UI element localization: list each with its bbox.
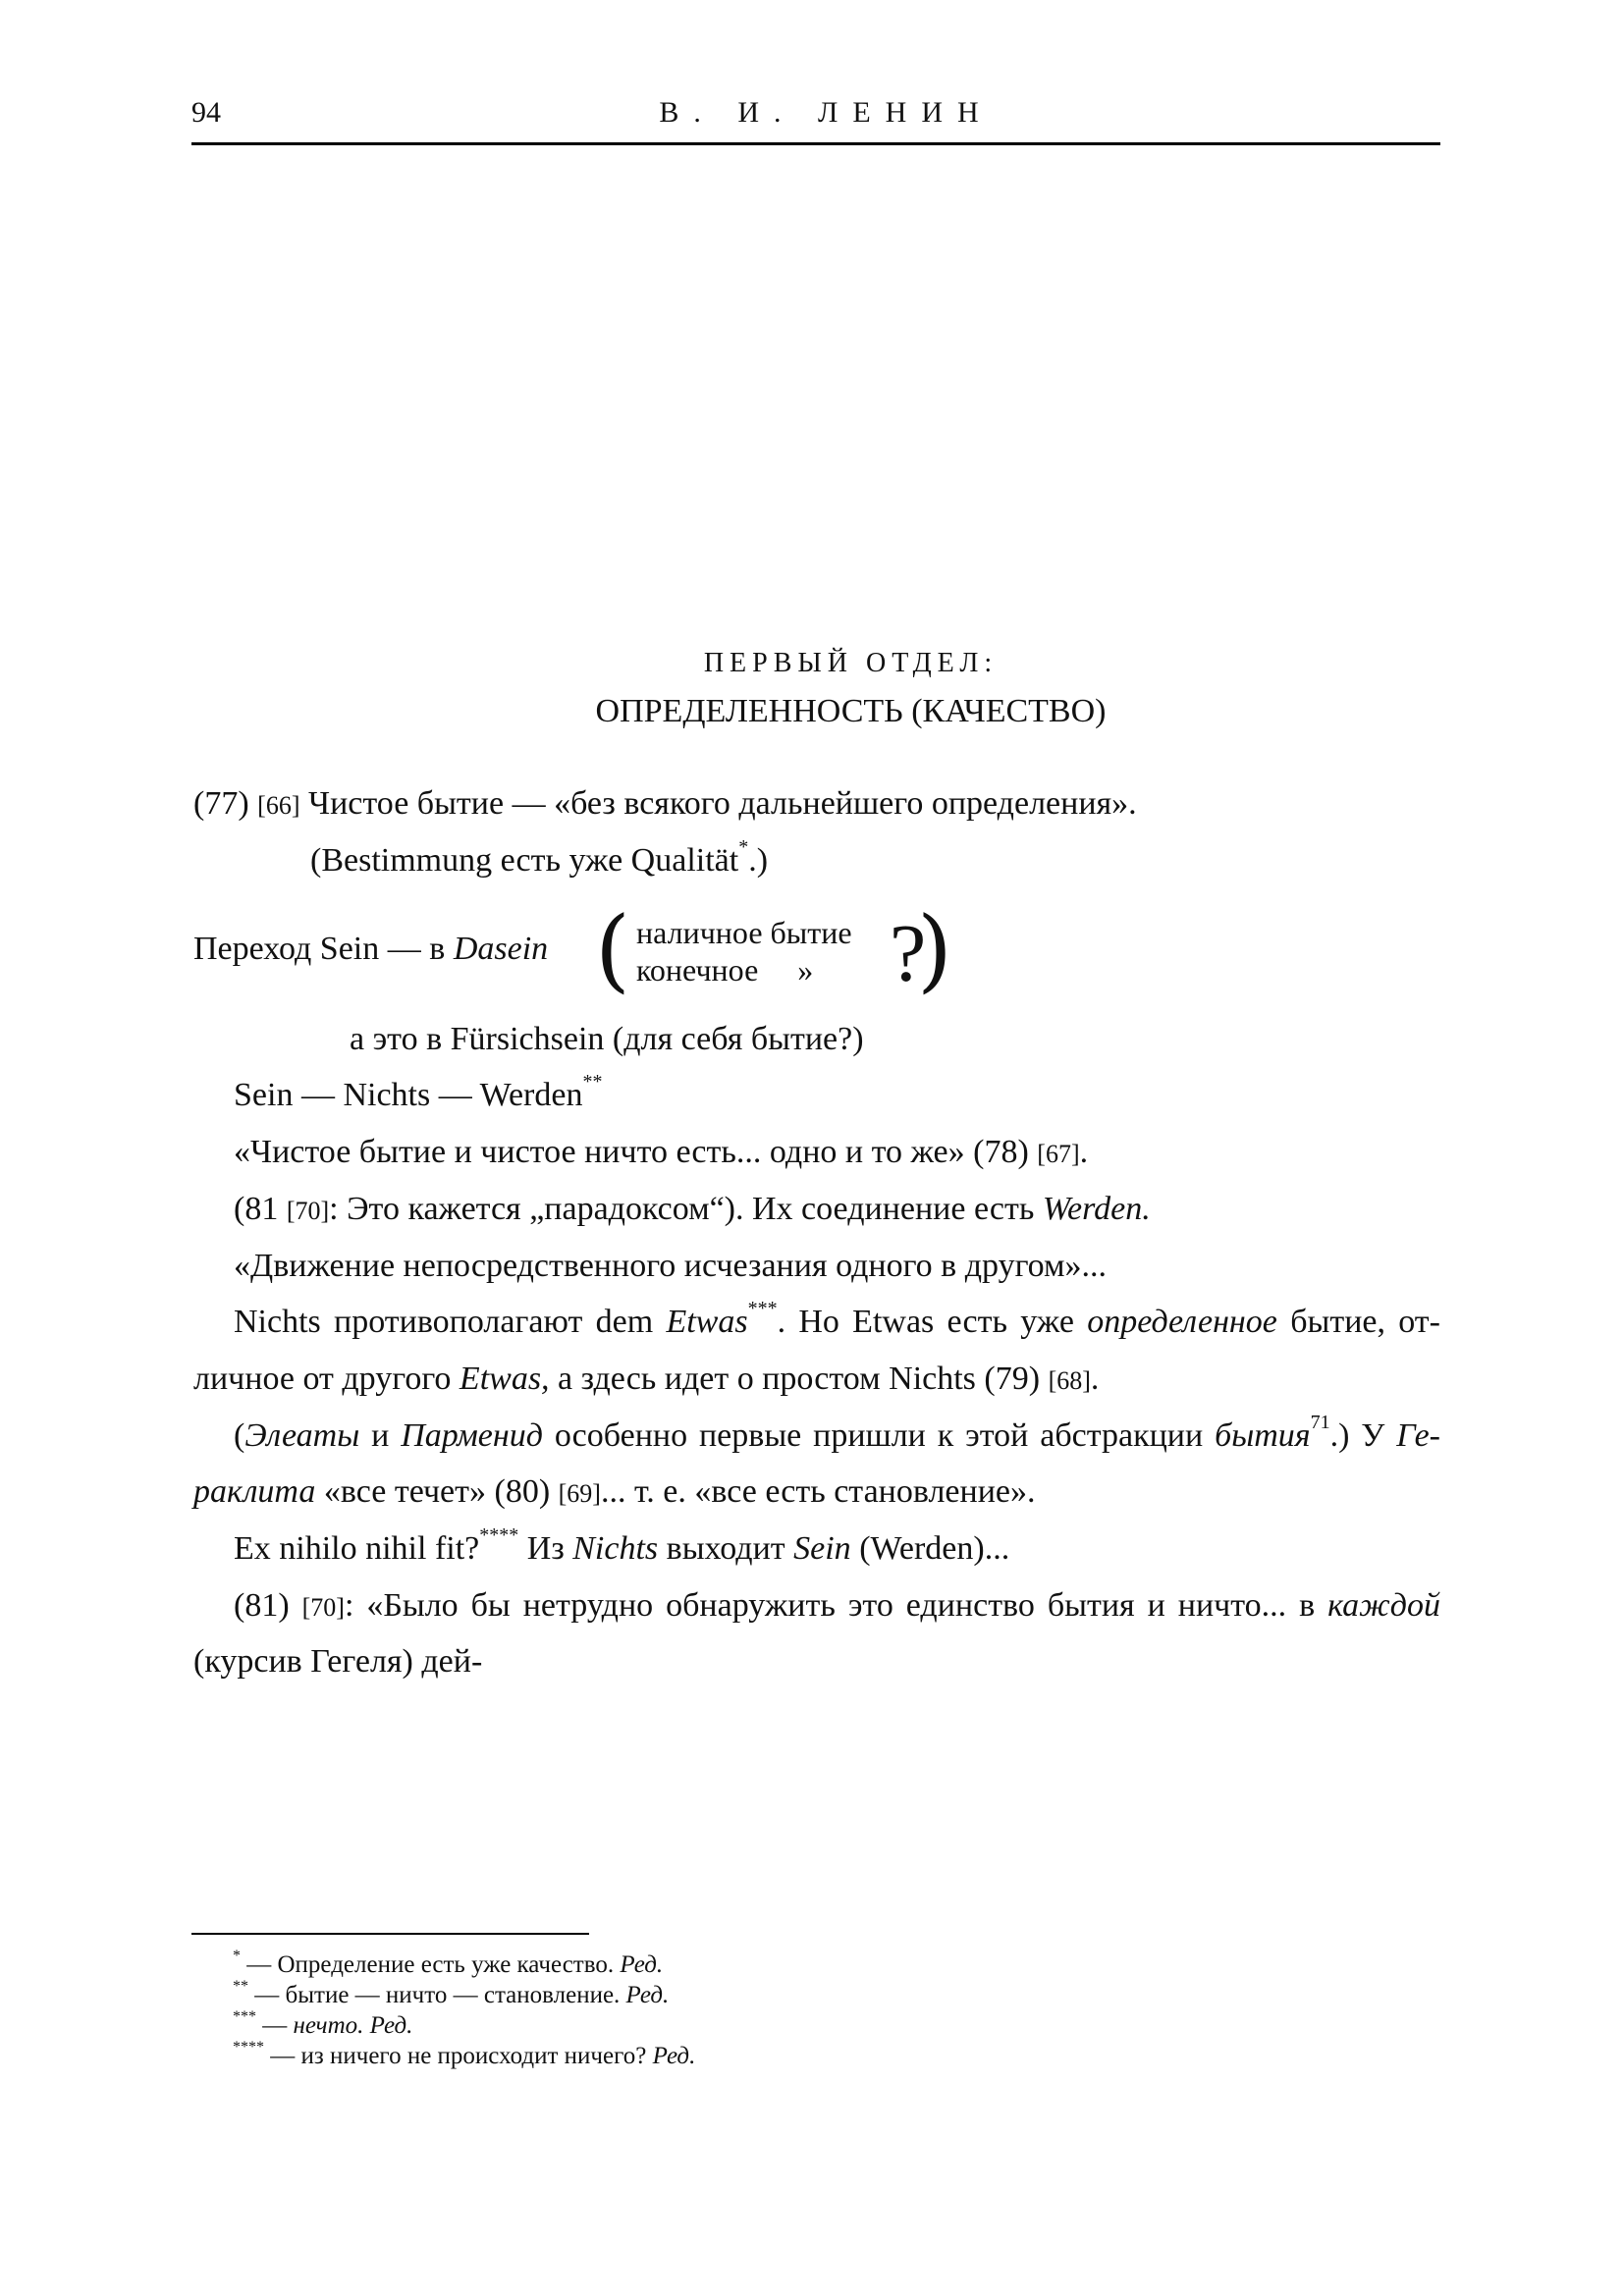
- body-line-5: Sein — Nichts — Werden**: [234, 1071, 603, 1113]
- body-line-15: (курсив Гегеля) дей-: [193, 1643, 483, 1680]
- page-ref: [70]: [286, 1197, 330, 1225]
- footnote-mark: **: [582, 1071, 603, 1093]
- body-line-9: Nichts противополагают dem Etwas***. Но Etwas есть уже определенное бытие, от-: [234, 1298, 1440, 1340]
- body-line-4: а это в Fürsichsein (для себя бытие?): [350, 1021, 864, 1057]
- footnote-mark: ***: [747, 1298, 778, 1319]
- open-paren: (: [595, 897, 630, 1002]
- footnote-3: *** — нечто. Ред.: [233, 2008, 413, 2039]
- body-line-13: Ex nihilo nihil fit?**** Из Nichts выходит Sein (Werden)...: [234, 1524, 1010, 1567]
- section-title: ОПРЕДЕЛЕННОСТЬ (КАЧЕСТВО): [595, 693, 1107, 729]
- footnote-4: **** — из ничего не происходит ничего? Ред.: [233, 2039, 696, 2069]
- running-head: В. И. ЛЕНИН: [659, 96, 994, 129]
- footnote-rule: [191, 1933, 589, 1935]
- page-number: 94: [191, 96, 221, 129]
- page-ref: [67]: [1037, 1140, 1080, 1168]
- page-ref: [69]: [558, 1479, 601, 1508]
- footnote-1: * — Определение есть уже качество. Ред.: [233, 1948, 664, 1978]
- close-paren: ): [917, 897, 952, 1002]
- body-line-12: раклита «все течет» (80) [69]... т. е. «все есть становление».: [193, 1473, 1036, 1510]
- section-kicker: ПЕРВЫЙ ОТДЕЛ:: [703, 648, 999, 678]
- footnote-mark: 71: [1310, 1412, 1330, 1433]
- page-ref: [70]: [301, 1593, 345, 1622]
- body-line-6: «Чистое бытие и чистое ничто есть... одно и то же» (78) [67].: [234, 1134, 1089, 1170]
- page-ref: [68]: [1048, 1366, 1091, 1395]
- body-line-8: «Движение непосредственного исчезания одного в другом»...: [234, 1248, 1108, 1284]
- bracket-options: наличное бытие конечное »: [636, 915, 852, 988]
- page-ref: [66]: [257, 791, 300, 820]
- footnote-mark: *: [738, 836, 749, 858]
- header-rule: [191, 142, 1440, 145]
- footnote-2: ** — бытие — ничто — становление. Ред.: [233, 1978, 670, 2008]
- body-line-7: (81 [70]: Это кажется „парадоксом“). Их соединение есть Werden.: [234, 1191, 1151, 1227]
- body-line-10: личное от другого Etwas, а здесь идет о простом Nichts (79) [68].: [193, 1361, 1100, 1397]
- body-line-11: (Элеаты и Парменид особенно первые пришли к этой абстракции бытия$^{71}$.) У Ге-: [234, 1412, 1440, 1454]
- question-mark: ?: [890, 908, 927, 999]
- body-line-3: Переход Sein — в Dasein: [193, 931, 549, 967]
- body-line-1: (77) [66] Чистое бытие — «без всякого дальнейшего определения».: [193, 785, 1137, 822]
- body-line-2: (Bestimmung есть уже Qualität*.): [310, 836, 769, 879]
- body-line-14: (81) [70]: «Было бы нетрудно обнаружить это единство бытия и ничто... в каждой: [234, 1587, 1440, 1624]
- footnote-mark: ****: [479, 1524, 519, 1546]
